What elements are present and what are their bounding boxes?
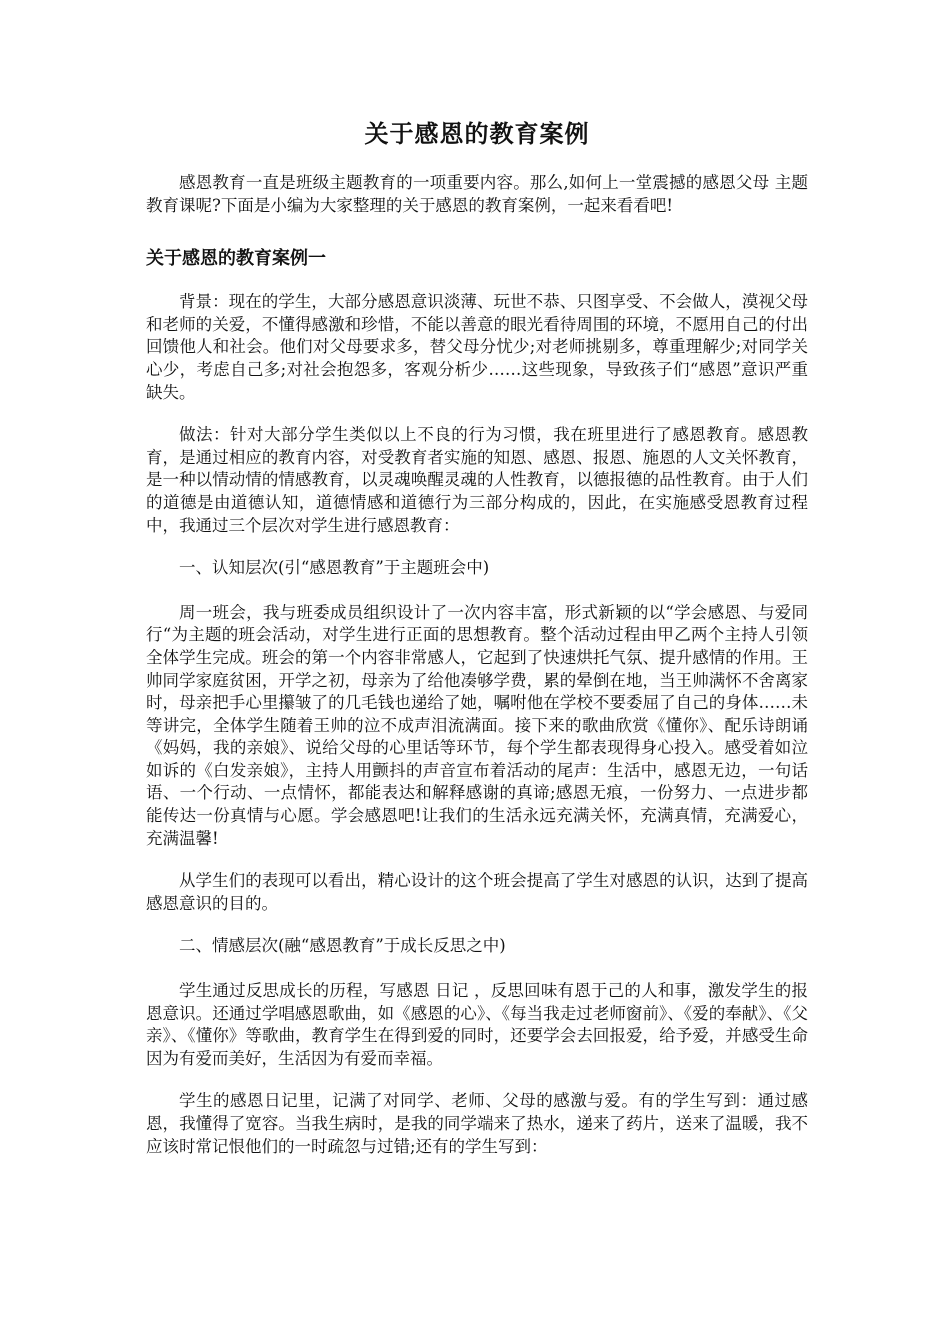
level2-paragraph-2: 学生的感恩日记里，记满了对同学、老师、父母的感激与爱。有的学生写到：通过感恩，我懂得了宽容。当我生病时，是我的同学端来了热水，递来了药片，送来了温暖，我不应该时常记恨他们的一时疏忽与过错;还有的学生写到： [146, 1091, 808, 1156]
level2-heading: 二、情感层次(融“感恩教育”于成长反思之中) [179, 936, 506, 956]
document-title: 关于感恩的教育案例 [364, 120, 590, 148]
level2-paragraph-1: 学生通过反思成长的历程，写感恩 日记 ，反思回味有恩于己的人和事，激发学生的报恩意识。还通过学唱感恩歌曲，如《感恩的心》、《每当我走过老师窗前》、《爱的奉献》、《父亲》、《懂你》等歌曲，教育学生在得到爱的同时，还要学会去回报爱，给予爱，并感受生命因为有爱而美好，生活因为有爱而幸福。 [146, 981, 808, 1068]
level1-paragraph-2: 从学生们的表现可以看出，精心设计的这个班会提高了学生对感恩的认识，达到了提高感恩意识的目的。 [146, 871, 808, 913]
level1-heading: 一、认知层次(引“感恩教育”于主题班会中) [179, 558, 490, 578]
method-paragraph: 做法：针对大部分学生类似以上不良的行为习惯，我在班里进行了感恩教育。感恩教育，是通过相应的教育内容，对受教育者实施的知恩、感恩、报恩、施恩的人文关怀教育，是一种以情动情的情感教育，以灵魂唤醒灵魂的人性教育，以德报德的品性教育。由于人们的道德是由道德认知，道德情感和道德行为三部分构成的，因此，在实施感受恩教育过程中，我通过三个层次对学生进行感恩教育： [146, 425, 808, 535]
level1-paragraph-1: 周一班会，我与班委成员组织设计了一次内容丰富，形式新颖的以“学会感恩、与爱同行“为主题的班会活动，对学生进行正面的思想教育。整个活动过程由甲乙两个主持人引领全体学生完成。班会的第一个内容非常感人，它起到了快速烘托气氛、提升感情的作用。王帅同学家庭贫困，开学之初，母亲为了给他凑够学费，累的晕倒在地，当王帅满怀不舍离家时，母亲把手心里攥皱了的几毛钱也递给了她，嘱咐他在学校不要委屈了自己的身体……未等讲完，全体学生随着王帅的泣不成声泪流满面。接下来的歌曲欣赏《懂你》、配乐诗朗诵《妈妈，我的亲娘》、说给父母的心里话等环节，每个学生都表现得身心投入。感受着如泣如诉的《白发亲娘》，主持人用颤抖的声音宣布着活动的尾声：生活中，感恩无边，一句话语、一个行动、一点情怀，都能表达和解释感谢的真谛;感恩无痕，一份努力、一点进步都能传达一份真情与心愿。学会感恩吧!让我们的生活永远充满关怀，充满真情，充满爱心，充满温馨! [146, 602, 808, 848]
intro-paragraph: 感恩教育一直是班级主题教育的一项重要内容。那么,如何上一堂震撼的感恩父母 主题教育课呢?下面是小编为大家整理的关于感恩的教育案例，一起来看看吧! [146, 173, 808, 215]
document-page [146, 118, 808, 1178]
section-heading: 关于感恩的教育案例一 [146, 248, 326, 270]
background-paragraph: 背景：现在的学生，大部分感恩意识淡薄、玩世不恭、只图享受、不会做人，漠视父母和老师的关爱，不懂得感激和珍惜，不能以善意的眼光看待周围的环境，不愿用自己的付出回馈他人和社会。他们对父母要求多，替父母分忧少;对老师挑剔多，尊重理解少;对同学关心少，考虑自己多;对社会抱怨多，客观分析少……这些现象，导致孩子们“感恩”意识严重缺失。 [146, 292, 808, 402]
